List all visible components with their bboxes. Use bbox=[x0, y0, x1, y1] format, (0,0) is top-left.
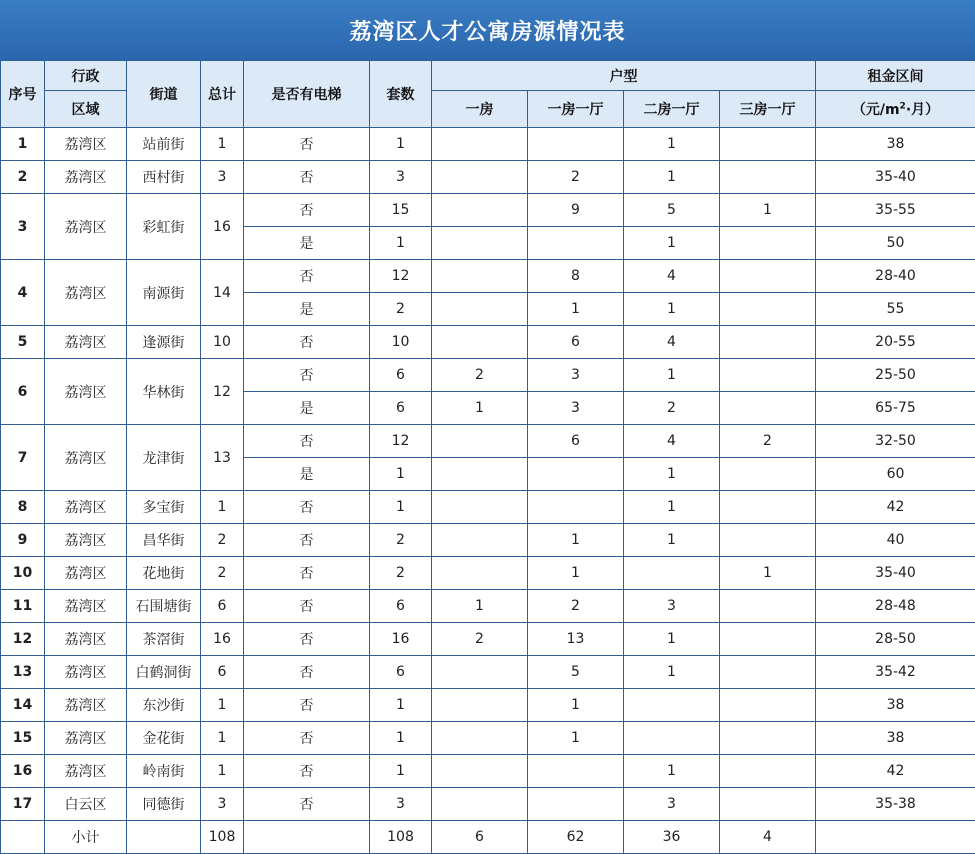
row-layout-4 bbox=[720, 524, 816, 557]
row-layout-2: 8 bbox=[528, 260, 624, 293]
rent-unit-sup: 2 bbox=[900, 101, 906, 111]
subtotal-r2: 62 bbox=[528, 821, 624, 854]
row-total: 12 bbox=[201, 359, 244, 425]
row-layout-1 bbox=[432, 722, 528, 755]
table-row bbox=[1, 590, 975, 623]
header-layout: 户型 bbox=[432, 61, 816, 91]
row-district: 荔湾区 bbox=[45, 557, 127, 590]
table-row bbox=[1, 260, 975, 293]
row-total: 6 bbox=[201, 590, 244, 623]
row-units: 12 bbox=[370, 260, 432, 293]
header-rent-line1: 租金区间 bbox=[816, 61, 975, 91]
table-row bbox=[1, 326, 975, 359]
row-total: 1 bbox=[201, 491, 244, 524]
row-total: 10 bbox=[201, 326, 244, 359]
table-row bbox=[1, 425, 975, 458]
table-row bbox=[1, 194, 975, 227]
header-layout-3: 二房一厅 bbox=[624, 91, 720, 128]
row-rent: 25-50 bbox=[816, 359, 975, 392]
row-elevator: 否 bbox=[244, 359, 370, 392]
row-units: 1 bbox=[370, 128, 432, 161]
row-elevator: 否 bbox=[244, 491, 370, 524]
subtotal-units: 108 bbox=[370, 821, 432, 854]
row-units: 6 bbox=[370, 590, 432, 623]
row-total: 1 bbox=[201, 128, 244, 161]
row-street: 白鹤洞街 bbox=[127, 656, 201, 689]
row-layout-2 bbox=[528, 128, 624, 161]
row-elevator: 否 bbox=[244, 689, 370, 722]
row-layout-2: 2 bbox=[528, 161, 624, 194]
row-layout-1 bbox=[432, 161, 528, 194]
row-layout-3: 1 bbox=[624, 524, 720, 557]
subtotal-r1: 6 bbox=[432, 821, 528, 854]
row-layout-1 bbox=[432, 755, 528, 788]
row-units: 2 bbox=[370, 293, 432, 326]
row-units: 2 bbox=[370, 557, 432, 590]
row-layout-3: 1 bbox=[624, 656, 720, 689]
row-street: 岭南街 bbox=[127, 755, 201, 788]
row-rent: 35-40 bbox=[816, 161, 975, 194]
table-row bbox=[1, 128, 975, 161]
row-layout-2: 13 bbox=[528, 623, 624, 656]
row-elevator: 否 bbox=[244, 623, 370, 656]
table-body bbox=[1, 128, 975, 854]
row-total: 1 bbox=[201, 722, 244, 755]
row-seq: 6 bbox=[1, 359, 45, 425]
header-elevator: 是否有电梯 bbox=[244, 61, 370, 128]
row-street: 龙津街 bbox=[127, 425, 201, 491]
table-row bbox=[1, 524, 975, 557]
row-layout-1 bbox=[432, 194, 528, 227]
row-rent: 38 bbox=[816, 689, 975, 722]
row-seq: 14 bbox=[1, 689, 45, 722]
row-layout-4 bbox=[720, 755, 816, 788]
row-total: 16 bbox=[201, 194, 244, 260]
row-seq: 10 bbox=[1, 557, 45, 590]
row-layout-1 bbox=[432, 689, 528, 722]
row-seq: 8 bbox=[1, 491, 45, 524]
row-district: 荔湾区 bbox=[45, 656, 127, 689]
row-layout-3 bbox=[624, 557, 720, 590]
row-layout-3: 1 bbox=[624, 128, 720, 161]
row-district: 荔湾区 bbox=[45, 161, 127, 194]
row-rent: 38 bbox=[816, 722, 975, 755]
subtotal-row bbox=[1, 821, 975, 854]
row-layout-2: 5 bbox=[528, 656, 624, 689]
header-district-line2: 区域 bbox=[45, 91, 127, 128]
row-layout-2: 3 bbox=[528, 392, 624, 425]
row-layout-4 bbox=[720, 359, 816, 392]
row-layout-4 bbox=[720, 689, 816, 722]
row-elevator: 否 bbox=[244, 722, 370, 755]
row-seq: 9 bbox=[1, 524, 45, 557]
row-rent: 35-40 bbox=[816, 557, 975, 590]
row-layout-3: 1 bbox=[624, 491, 720, 524]
row-units: 6 bbox=[370, 359, 432, 392]
row-layout-3: 3 bbox=[624, 590, 720, 623]
row-seq: 3 bbox=[1, 194, 45, 260]
row-total: 6 bbox=[201, 656, 244, 689]
rent-unit-post: ·月） bbox=[906, 102, 939, 118]
row-elevator: 否 bbox=[244, 161, 370, 194]
row-total: 14 bbox=[201, 260, 244, 326]
row-elevator: 否 bbox=[244, 128, 370, 161]
row-seq: 15 bbox=[1, 722, 45, 755]
header-layout-2: 一房一厅 bbox=[528, 91, 624, 128]
row-total: 13 bbox=[201, 425, 244, 491]
header-layout-4: 三房一厅 bbox=[720, 91, 816, 128]
row-units: 3 bbox=[370, 161, 432, 194]
row-layout-1: 2 bbox=[432, 623, 528, 656]
row-units: 10 bbox=[370, 326, 432, 359]
row-rent: 38 bbox=[816, 128, 975, 161]
row-street: 同德街 bbox=[127, 788, 201, 821]
row-elevator: 否 bbox=[244, 326, 370, 359]
row-layout-4 bbox=[720, 128, 816, 161]
header-total: 总计 bbox=[201, 61, 244, 128]
row-layout-1 bbox=[432, 491, 528, 524]
row-district: 荔湾区 bbox=[45, 689, 127, 722]
row-elevator: 否 bbox=[244, 260, 370, 293]
row-elevator: 是 bbox=[244, 293, 370, 326]
row-units: 1 bbox=[370, 227, 432, 260]
row-layout-3 bbox=[624, 722, 720, 755]
row-layout-4 bbox=[720, 722, 816, 755]
row-street: 华林街 bbox=[127, 359, 201, 425]
row-layout-1: 2 bbox=[432, 359, 528, 392]
row-layout-4: 2 bbox=[720, 425, 816, 458]
rent-unit-pre: （元/m bbox=[852, 102, 900, 118]
row-layout-3: 3 bbox=[624, 788, 720, 821]
row-total: 1 bbox=[201, 689, 244, 722]
row-layout-2 bbox=[528, 458, 624, 491]
row-street: 昌华街 bbox=[127, 524, 201, 557]
row-seq: 7 bbox=[1, 425, 45, 491]
table-row bbox=[1, 656, 975, 689]
row-units: 2 bbox=[370, 524, 432, 557]
row-street: 多宝街 bbox=[127, 491, 201, 524]
row-total: 2 bbox=[201, 524, 244, 557]
header-layout-1: 一房 bbox=[432, 91, 528, 128]
row-seq: 5 bbox=[1, 326, 45, 359]
row-layout-3: 1 bbox=[624, 458, 720, 491]
table-row bbox=[1, 689, 975, 722]
row-layout-4 bbox=[720, 260, 816, 293]
row-rent: 35-42 bbox=[816, 656, 975, 689]
row-street: 彩虹街 bbox=[127, 194, 201, 260]
row-layout-3 bbox=[624, 689, 720, 722]
row-layout-2: 2 bbox=[528, 590, 624, 623]
row-street: 站前街 bbox=[127, 128, 201, 161]
row-elevator: 否 bbox=[244, 557, 370, 590]
row-layout-1 bbox=[432, 128, 528, 161]
row-seq: 13 bbox=[1, 656, 45, 689]
row-rent: 55 bbox=[816, 293, 975, 326]
row-units: 1 bbox=[370, 689, 432, 722]
row-rent: 42 bbox=[816, 491, 975, 524]
row-rent: 28-40 bbox=[816, 260, 975, 293]
row-layout-3: 1 bbox=[624, 755, 720, 788]
row-district: 荔湾区 bbox=[45, 359, 127, 425]
row-layout-4: 1 bbox=[720, 194, 816, 227]
row-layout-2: 1 bbox=[528, 557, 624, 590]
row-elevator: 否 bbox=[244, 656, 370, 689]
row-units: 16 bbox=[370, 623, 432, 656]
row-seq: 1 bbox=[1, 128, 45, 161]
row-street: 花地街 bbox=[127, 557, 201, 590]
page-title: 荔湾区人才公寓房源情况表 bbox=[0, 0, 975, 60]
row-layout-3: 4 bbox=[624, 260, 720, 293]
row-layout-4 bbox=[720, 458, 816, 491]
row-street: 金花街 bbox=[127, 722, 201, 755]
row-layout-1 bbox=[432, 458, 528, 491]
row-street: 西村街 bbox=[127, 161, 201, 194]
row-seq: 16 bbox=[1, 755, 45, 788]
row-layout-4 bbox=[720, 656, 816, 689]
row-seq: 12 bbox=[1, 623, 45, 656]
row-district: 荔湾区 bbox=[45, 491, 127, 524]
row-district: 荔湾区 bbox=[45, 425, 127, 491]
row-layout-2 bbox=[528, 491, 624, 524]
row-layout-3: 2 bbox=[624, 392, 720, 425]
header-district-line1: 行政 bbox=[45, 61, 127, 91]
row-units: 6 bbox=[370, 656, 432, 689]
row-units: 1 bbox=[370, 491, 432, 524]
row-layout-3: 4 bbox=[624, 326, 720, 359]
subtotal-street bbox=[127, 821, 201, 854]
row-district: 荔湾区 bbox=[45, 623, 127, 656]
row-district: 荔湾区 bbox=[45, 326, 127, 359]
row-district: 荔湾区 bbox=[45, 194, 127, 260]
row-units: 3 bbox=[370, 788, 432, 821]
row-total: 3 bbox=[201, 788, 244, 821]
table-row bbox=[1, 755, 975, 788]
row-rent: 42 bbox=[816, 755, 975, 788]
table-row bbox=[1, 491, 975, 524]
row-layout-1 bbox=[432, 788, 528, 821]
row-units: 1 bbox=[370, 722, 432, 755]
row-layout-3: 1 bbox=[624, 161, 720, 194]
header-street: 街道 bbox=[127, 61, 201, 128]
row-layout-1 bbox=[432, 656, 528, 689]
row-street: 逢源街 bbox=[127, 326, 201, 359]
row-total: 3 bbox=[201, 161, 244, 194]
row-layout-3: 1 bbox=[624, 227, 720, 260]
row-district: 荔湾区 bbox=[45, 128, 127, 161]
row-street: 石围塘街 bbox=[127, 590, 201, 623]
row-layout-3: 4 bbox=[624, 425, 720, 458]
row-units: 6 bbox=[370, 392, 432, 425]
row-layout-2 bbox=[528, 788, 624, 821]
row-layout-2: 1 bbox=[528, 524, 624, 557]
row-layout-1 bbox=[432, 557, 528, 590]
row-layout-4 bbox=[720, 392, 816, 425]
subtotal-elevator bbox=[244, 821, 370, 854]
row-rent: 50 bbox=[816, 227, 975, 260]
row-elevator: 否 bbox=[244, 425, 370, 458]
row-layout-1: 1 bbox=[432, 392, 528, 425]
table-row bbox=[1, 359, 975, 392]
row-layout-2: 3 bbox=[528, 359, 624, 392]
row-rent: 20-55 bbox=[816, 326, 975, 359]
row-rent: 32-50 bbox=[816, 425, 975, 458]
row-layout-2: 1 bbox=[528, 722, 624, 755]
row-total: 2 bbox=[201, 557, 244, 590]
row-layout-1 bbox=[432, 326, 528, 359]
row-rent: 60 bbox=[816, 458, 975, 491]
subtotal-rent bbox=[816, 821, 975, 854]
subtotal-district: 小计 bbox=[45, 821, 127, 854]
row-street: 茶滘街 bbox=[127, 623, 201, 656]
row-layout-4 bbox=[720, 491, 816, 524]
row-layout-2: 9 bbox=[528, 194, 624, 227]
row-layout-4 bbox=[720, 326, 816, 359]
row-district: 白云区 bbox=[45, 788, 127, 821]
row-rent: 40 bbox=[816, 524, 975, 557]
row-layout-1 bbox=[432, 425, 528, 458]
subtotal-r3: 36 bbox=[624, 821, 720, 854]
row-layout-1: 1 bbox=[432, 590, 528, 623]
row-layout-2: 6 bbox=[528, 326, 624, 359]
row-layout-2 bbox=[528, 755, 624, 788]
row-layout-4 bbox=[720, 623, 816, 656]
header-rent-line2 bbox=[816, 91, 975, 128]
row-layout-4: 1 bbox=[720, 557, 816, 590]
row-seq: 17 bbox=[1, 788, 45, 821]
row-total: 1 bbox=[201, 755, 244, 788]
row-layout-4 bbox=[720, 590, 816, 623]
row-district: 荔湾区 bbox=[45, 590, 127, 623]
row-rent: 28-50 bbox=[816, 623, 975, 656]
row-district: 荔湾区 bbox=[45, 524, 127, 557]
row-seq: 11 bbox=[1, 590, 45, 623]
row-rent: 35-38 bbox=[816, 788, 975, 821]
row-layout-2: 6 bbox=[528, 425, 624, 458]
housing-table bbox=[0, 60, 975, 854]
row-units: 1 bbox=[370, 458, 432, 491]
row-total: 16 bbox=[201, 623, 244, 656]
table-row bbox=[1, 557, 975, 590]
row-elevator: 否 bbox=[244, 524, 370, 557]
row-seq: 4 bbox=[1, 260, 45, 326]
table-row bbox=[1, 623, 975, 656]
row-rent: 28-48 bbox=[816, 590, 975, 623]
row-street: 南源街 bbox=[127, 260, 201, 326]
row-district: 荔湾区 bbox=[45, 260, 127, 326]
row-elevator: 否 bbox=[244, 194, 370, 227]
row-elevator: 否 bbox=[244, 590, 370, 623]
header-units: 套数 bbox=[370, 61, 432, 128]
row-layout-3: 5 bbox=[624, 194, 720, 227]
row-rent: 65-75 bbox=[816, 392, 975, 425]
row-layout-3: 1 bbox=[624, 359, 720, 392]
table-row bbox=[1, 722, 975, 755]
row-elevator: 是 bbox=[244, 458, 370, 491]
row-layout-2 bbox=[528, 227, 624, 260]
row-seq: 2 bbox=[1, 161, 45, 194]
row-layout-1 bbox=[432, 293, 528, 326]
row-elevator: 是 bbox=[244, 392, 370, 425]
subtotal-total: 108 bbox=[201, 821, 244, 854]
row-elevator: 否 bbox=[244, 755, 370, 788]
row-layout-1 bbox=[432, 524, 528, 557]
row-units: 1 bbox=[370, 755, 432, 788]
row-units: 15 bbox=[370, 194, 432, 227]
table-row bbox=[1, 161, 975, 194]
row-elevator: 否 bbox=[244, 788, 370, 821]
row-layout-1 bbox=[432, 227, 528, 260]
row-street: 东沙街 bbox=[127, 689, 201, 722]
row-layout-2: 1 bbox=[528, 293, 624, 326]
subtotal-r4: 4 bbox=[720, 821, 816, 854]
row-district: 荔湾区 bbox=[45, 722, 127, 755]
row-layout-4 bbox=[720, 161, 816, 194]
row-rent: 35-55 bbox=[816, 194, 975, 227]
row-elevator: 是 bbox=[244, 227, 370, 260]
row-layout-1 bbox=[432, 260, 528, 293]
subtotal-seq bbox=[1, 821, 45, 854]
row-layout-4 bbox=[720, 227, 816, 260]
row-layout-3: 1 bbox=[624, 623, 720, 656]
row-layout-4 bbox=[720, 788, 816, 821]
row-layout-2: 1 bbox=[528, 689, 624, 722]
table-row bbox=[1, 788, 975, 821]
row-layout-3: 1 bbox=[624, 293, 720, 326]
row-layout-4 bbox=[720, 293, 816, 326]
row-units: 12 bbox=[370, 425, 432, 458]
row-district: 荔湾区 bbox=[45, 755, 127, 788]
header-seq: 序号 bbox=[1, 61, 45, 128]
